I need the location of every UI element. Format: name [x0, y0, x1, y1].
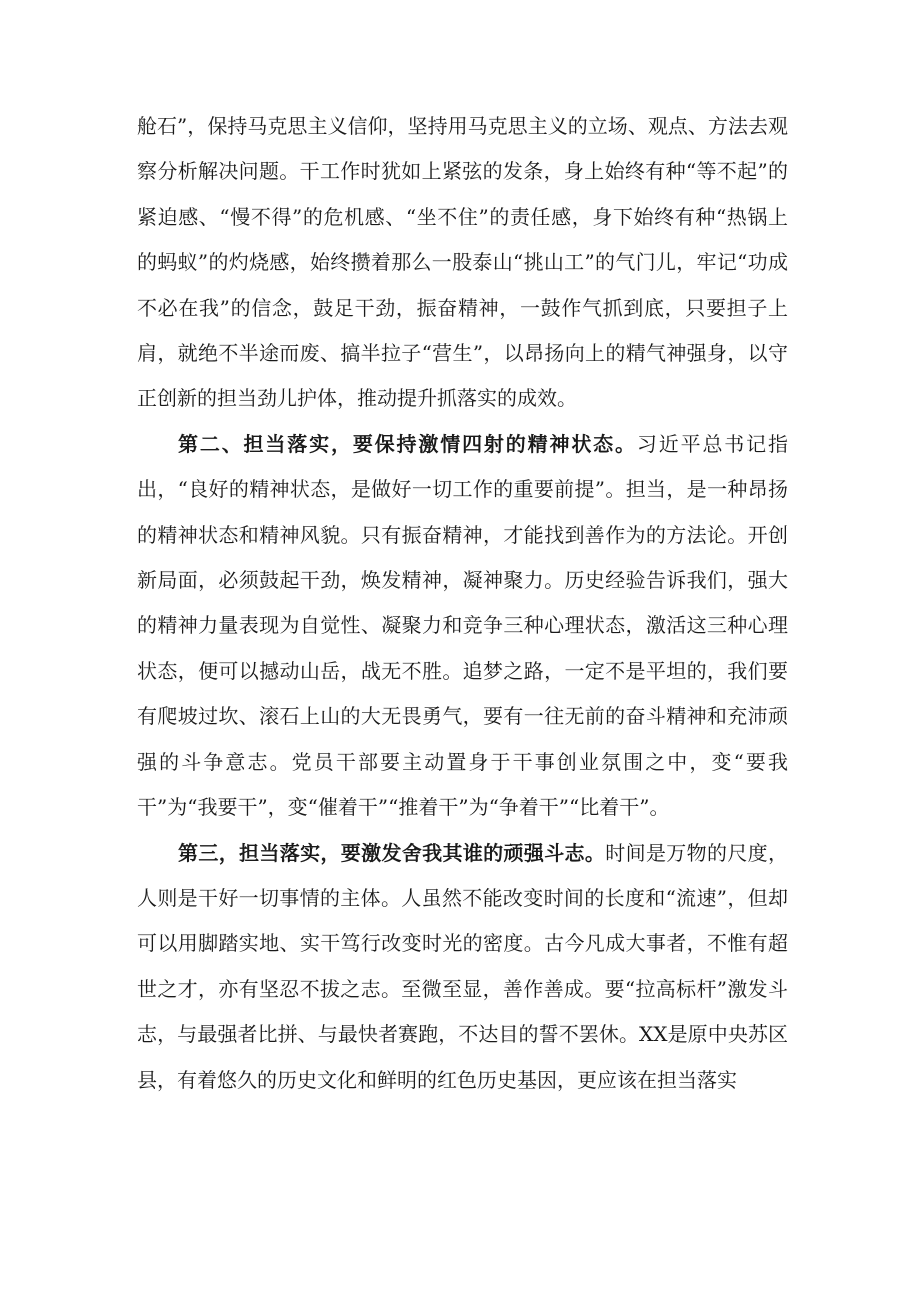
paragraph-heading: 第三，担当落实，要激发舍我其谁的顽强斗志。: [178, 840, 606, 865]
paragraph-second-point: [137, 422, 788, 831]
document-body: [137, 104, 788, 1103]
paragraph-heading: 第二、担当落实，要保持激情四射的精神状态。: [178, 431, 637, 456]
paragraph-continued: [137, 104, 788, 422]
paragraph-third-point: [137, 831, 788, 1103]
paragraph-text: 时间是万物的尺度，人则是干好一切事情的主体。人虽然不能改变时间的长度和“流速”，但却可以用脚踏实地、实干笃行改变时光的密度。古今凡成大事者，不惟有超世之才，亦有坚忍不拔之志。至微至显，善作善成。要“拉高标杆”激发斗志，与最强者比拼、与最快者赛跑，不达目的誓不罢休。XX是原中央苏区县，有着悠久的历史文化和鲜明的红色历史基因，更应该在担当落实: [137, 840, 789, 1092]
paragraph-text: 习近平总书记指出，“良好的精神状态，是做好一切工作的重要前提”。担当，是一种昂扬的精神状态和精神风貌。只有振奋精神，才能找到善作为的方法论。开创新局面，必须鼓起干劲，焕发精神，凝神聚力。历史经验告诉我们，强大的精神力量表现为自觉性、凝聚力和竞争三种心理状态，激活这三种心理状态，便可以撼动山岳，战无不胜。追梦之路，一定不是平坦的，我们要有爬坡过坎、滚石上山的大无畏勇气，要有一往无前的奋斗精神和充沛顽强的斗争意志。党员干部要主动置身于干事创业氛围之中，变“要我干”为“我要干”，变“催着干”“推着干”为“争着干”“比着干”。: [137, 431, 789, 820]
paragraph-text: 舱石”，保持马克思主义信仰，坚持用马克思主义的立场、观点、方法去观察分析解决问题。干工作时犹如上紧弦的发条，身上始终有种“等不起”的紧迫感、“慢不得”的危机感、“坐不住”的责任感，身下始终有种“热锅上的蚂蚁”的灼烧感，始终攒着那么一股泰山“挑山工”的气门儿，牢记“功成不必在我”的信念，鼓足干劲，振奋精神，一鼓作气抓到底，只要担子上肩，就绝不半途而废、搞半拉子“营生”，以昂扬向上的精气神强身，以守正创新的担当劲儿护体，推动提升抓落实的成效。: [137, 114, 788, 411]
